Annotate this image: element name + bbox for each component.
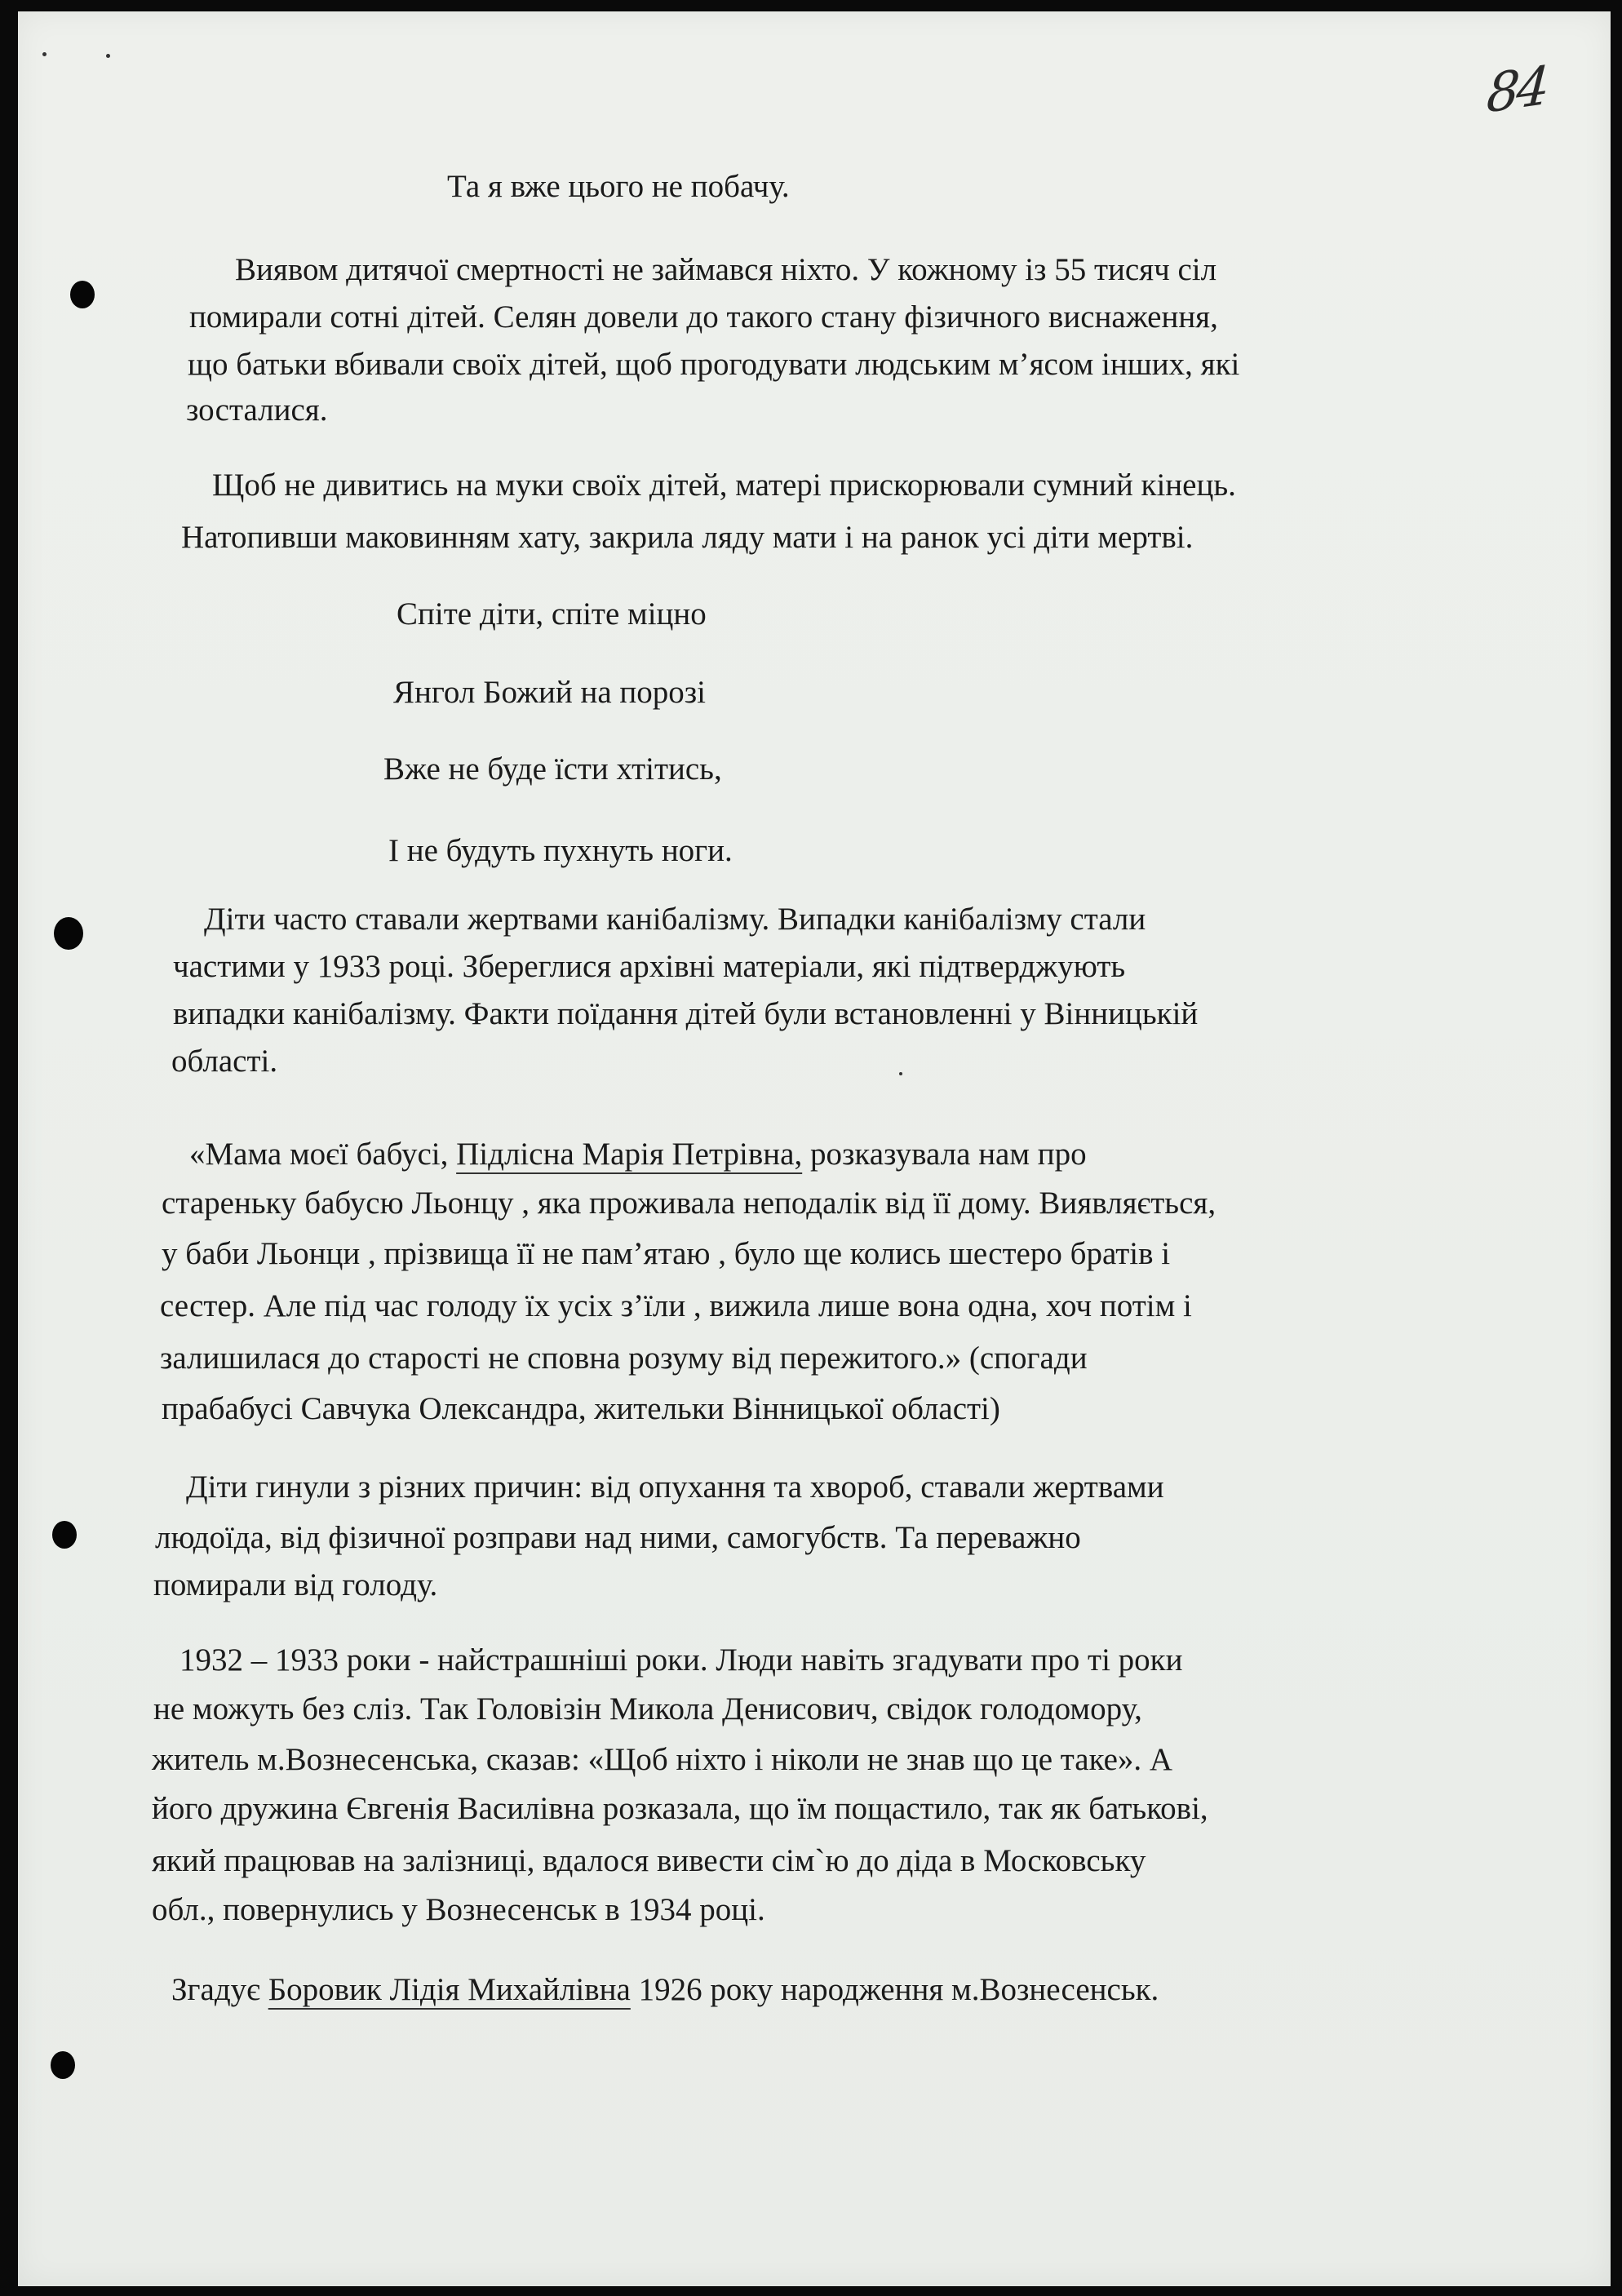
text-line: зосталися.: [186, 392, 328, 428]
recollection-rest: 1926 року народження м.Вознесенськ.: [630, 1972, 1159, 2007]
punch-hole: [51, 2051, 75, 2079]
text-line: Діти часто ставали жертвами канібалізму. Випадки канібалізму стали: [204, 902, 1146, 937]
text-line: помирали від голоду.: [153, 1567, 438, 1602]
text-line: області.: [171, 1044, 278, 1079]
verse-line: І не будуть пухнуть ноги.: [388, 833, 733, 868]
punch-hole: [70, 281, 95, 308]
document-page: [18, 11, 1611, 2286]
verse-line: Янгол Божий на порозі: [393, 675, 707, 710]
speck: [106, 54, 110, 58]
text-line: сестер. Але під час голоду їх усіх з’їли , вижила лише вона одна, хоч потім і: [160, 1288, 1192, 1323]
text-line: який працював на залізниці, вдалося вивести сім`ю до діда в Московську: [152, 1843, 1146, 1878]
punch-hole: [54, 917, 83, 950]
text-line: людоїда, від фізичної розправи над ними, самогубств. Та переважно: [155, 1520, 1081, 1555]
text-line: Виявом дитячої смертності не займався ніхто. У кожному із 55 тисяч сіл: [235, 252, 1217, 287]
text-line: 1932 – 1933 роки - найстрашніші роки. Люди навіть згадувати про ті роки: [179, 1642, 1183, 1678]
text-line: Та я вже цього не побачу.: [447, 169, 790, 204]
text-line: його дружина Євгенія Василівна розказала, що їм пощастило, так як батькові,: [152, 1791, 1208, 1826]
quote-text: «Мама моєї бабусі,: [189, 1137, 457, 1172]
handwritten-page-number: 84: [1484, 55, 1549, 126]
text-line: не можуть без сліз. Так Головізін Микола Денисович, свідок голодомору,: [153, 1691, 1142, 1726]
text-line: Щоб не дивитись на муки своїх дітей, матері прискорювали сумний кінець.: [212, 468, 1236, 503]
text-line: Діти гинули з різних причин: від опухання та хвороб, ставали жертвами: [186, 1469, 1164, 1505]
text-line: прабабусі Савчука Олександра, жительки Вінницької області): [162, 1391, 1000, 1426]
underlined-name: Боровик Лідія Михайлівна: [268, 1972, 631, 2007]
speck: [42, 52, 47, 56]
verse-line: Вже не буде їсти хтітись,: [383, 751, 722, 787]
underlined-name: Підлісна Марія Петрівна,: [456, 1137, 803, 1172]
punch-hole: [52, 1521, 77, 1549]
text-line: Натопивши маковинням хату, закрила ляду мати і на ранок усі діти мертві.: [181, 520, 1194, 555]
text-line: помирали сотні дітей. Селян довели до такого стану фізичного виснаження,: [189, 299, 1218, 335]
text-line: частими у 1933 році. Збереглися архівні матеріали, які підтверджують: [173, 949, 1126, 984]
recollection-intro: Згадує: [171, 1972, 268, 2007]
text-line: випадки канібалізму. Факти поїдання дітей були встановленні у Вінницькій: [173, 996, 1199, 1031]
text-line: [171, 1971, 1159, 2008]
text-line: залишилася до старості не сповна розуму від пережитого.» (спогади: [160, 1341, 1088, 1376]
verse-line: Спіте діти, спіте міцно: [397, 596, 707, 632]
text-line: обл., повернулись у Вознесенськ в 1934 році.: [152, 1892, 765, 1927]
speck: [899, 1072, 902, 1075]
text-line: у баби Льонци , прізвища її не пам’ятаю , було ще колись шестеро братів і: [162, 1236, 1171, 1271]
quote-text: розказувала нам про: [802, 1137, 1087, 1172]
text-line: стареньку бабусю Льонцу , яка проживала неподалік від її дому. Виявляється,: [162, 1186, 1216, 1221]
quote-line: [189, 1136, 1087, 1172]
text-line: житель м.Вознесенська, сказав: «Щоб ніхто і ніколи не знав що це таке». А: [152, 1742, 1173, 1777]
text-line: що батьки вбивали своїх дітей, щоб прогодувати людським м’ясом інших, які: [188, 347, 1240, 382]
